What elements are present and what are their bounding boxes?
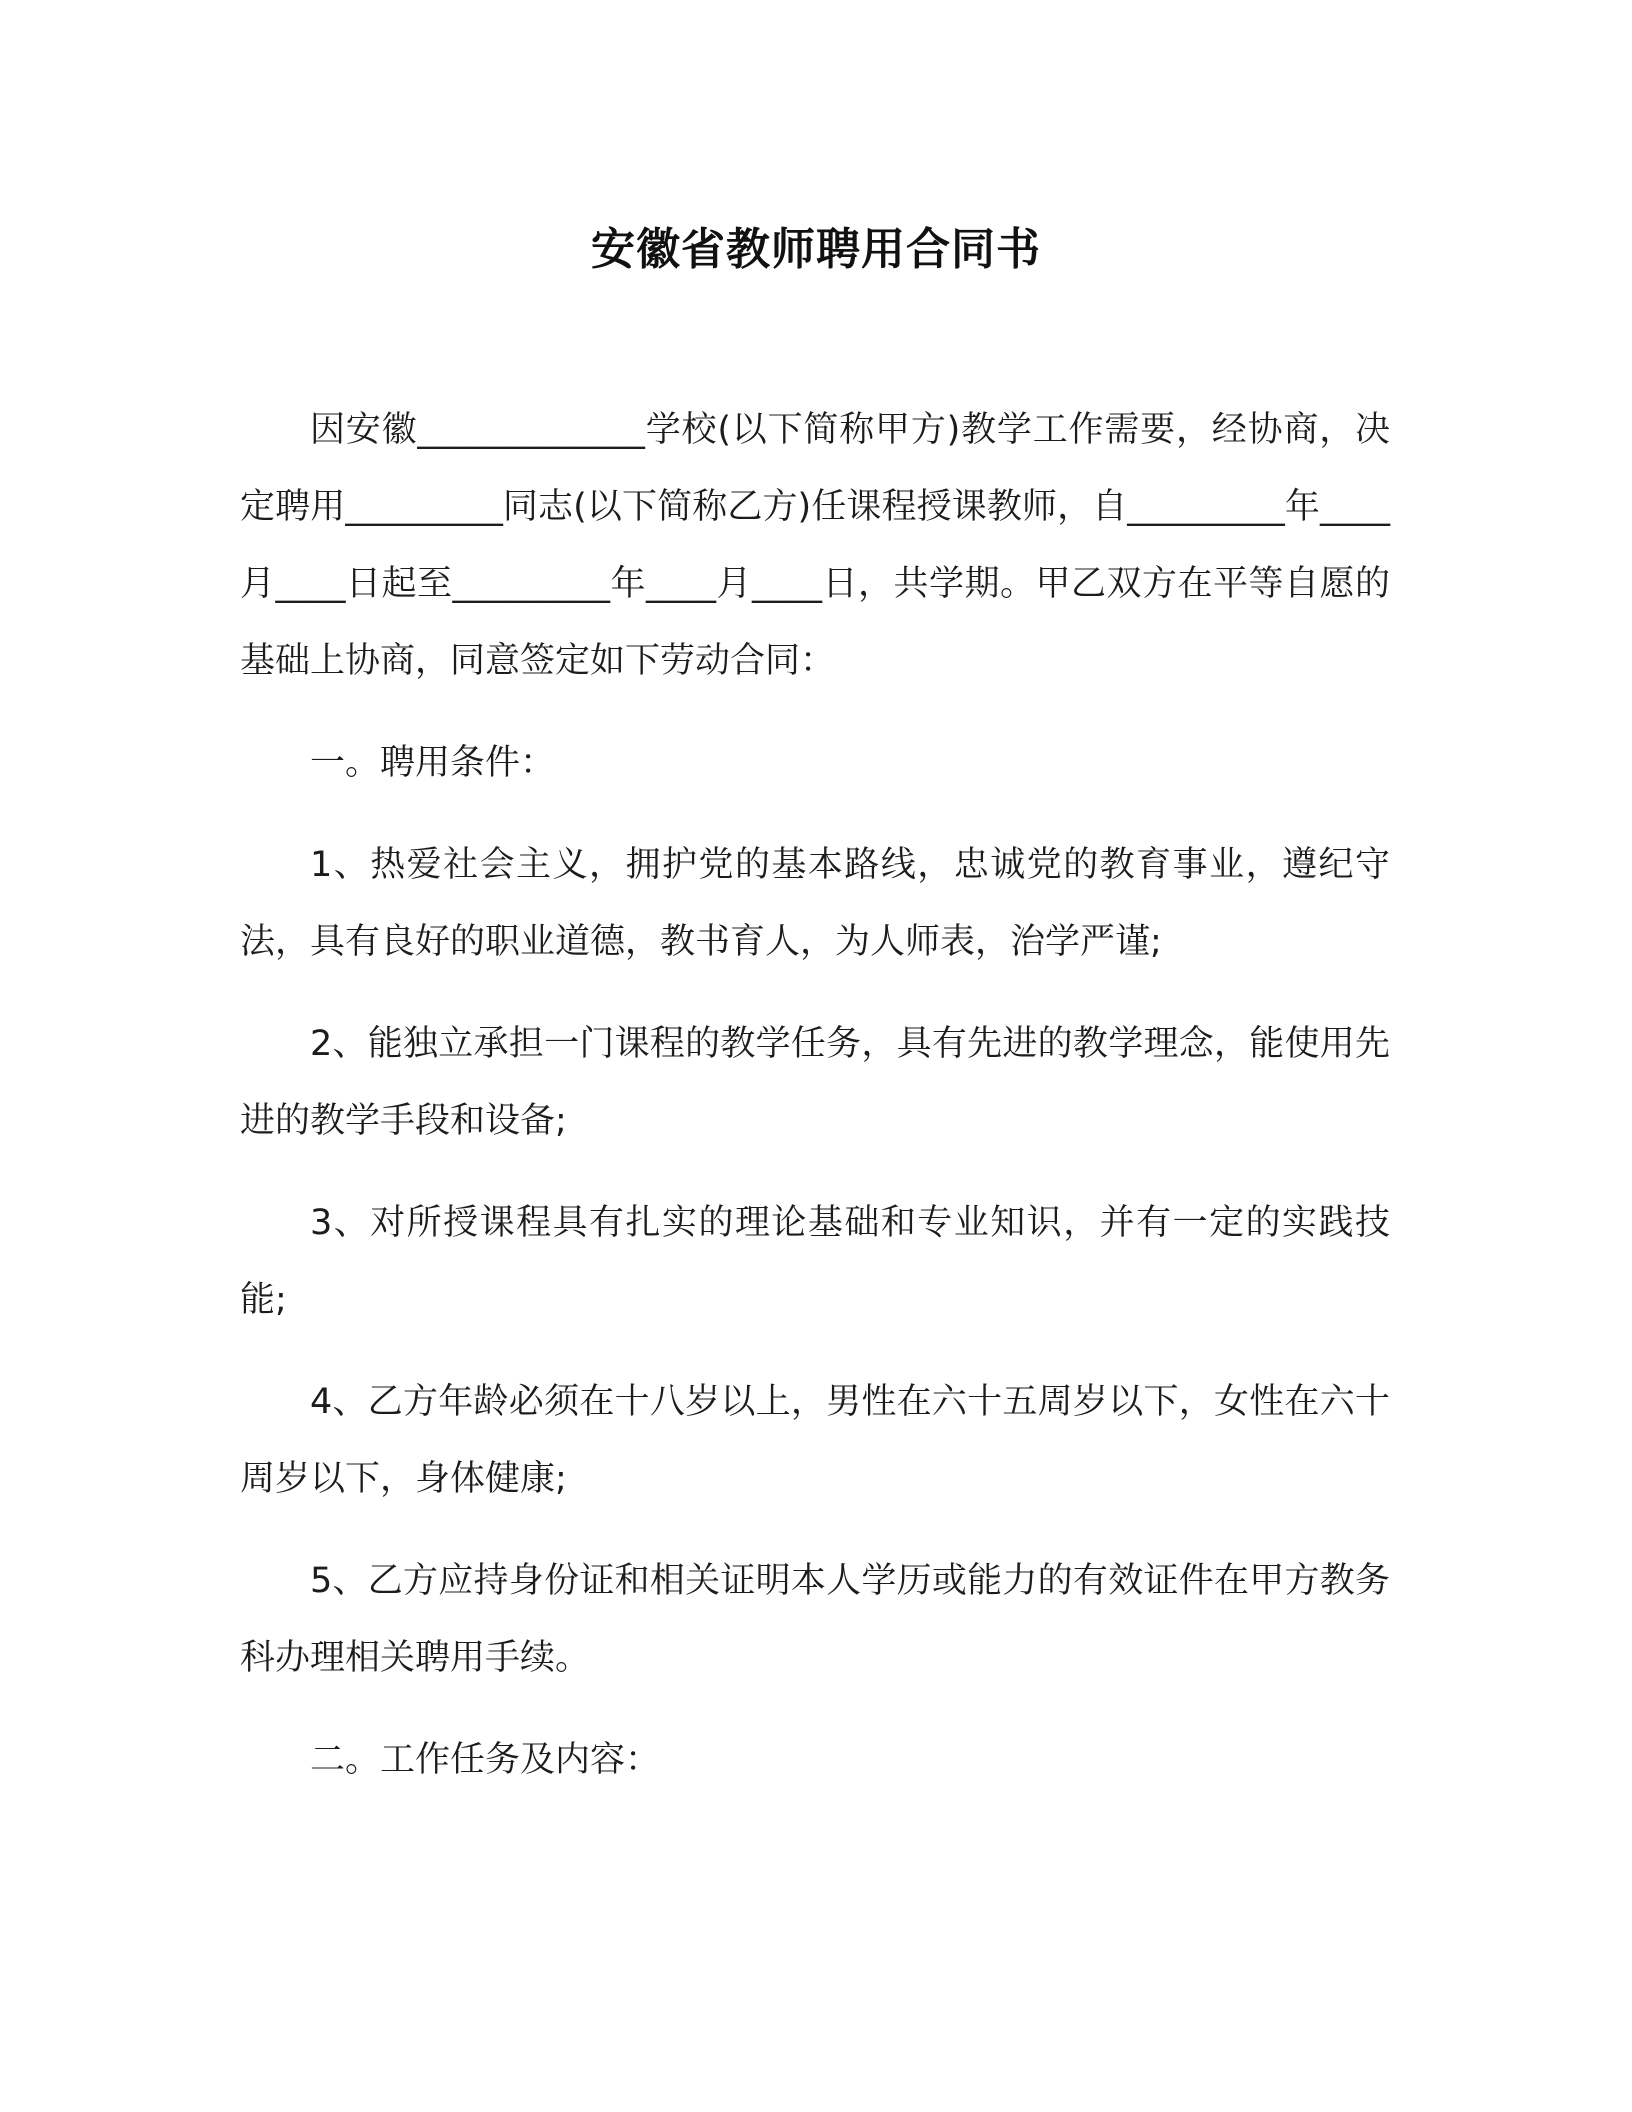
document-body xyxy=(240,392,1390,1824)
section-heading-hiring-conditions: 一。聘用条件： xyxy=(310,743,556,783)
condition-item-5: 5、乙方应持身份证和相关证明本人学历或能力的有效证件在甲方教务科办理相关聘用手续。 xyxy=(240,1561,1390,1678)
section-heading-work-tasks: 二。工作任务及内容： xyxy=(310,1740,661,1780)
condition-item-3: 3、对所授课程具有扎实的理论基础和专业知识，并有一定的实践技能; xyxy=(240,1203,1390,1320)
intro-paragraph: 因安徽_____________学校(以下简称甲方)教学工作需要，经协商，决定聘用_________同志(以下简称乙方)任课程授课教师，自_________年____月____日起至_________年____月____日，共学期。甲乙双方在平等自愿的基础上协商，同意签定如下劳动合同： xyxy=(240,410,1390,681)
document-title: 安徽省教师聘用合同书 xyxy=(591,224,1041,275)
condition-item-2: 2、能独立承担一门课程的教学任务，具有先进的教学理念，能使用先进的教学手段和设备; xyxy=(240,1024,1390,1141)
condition-item-1: 1、热爱社会主义，拥护党的基本路线，忠诚党的教育事业，遵纪守法，具有良好的职业道德，教书育人，为人师表，治学严谨; xyxy=(240,845,1390,962)
condition-item-4: 4、乙方年龄必须在十八岁以上，男性在六十五周岁以下，女性在六十周岁以下，身体健康; xyxy=(240,1382,1390,1499)
